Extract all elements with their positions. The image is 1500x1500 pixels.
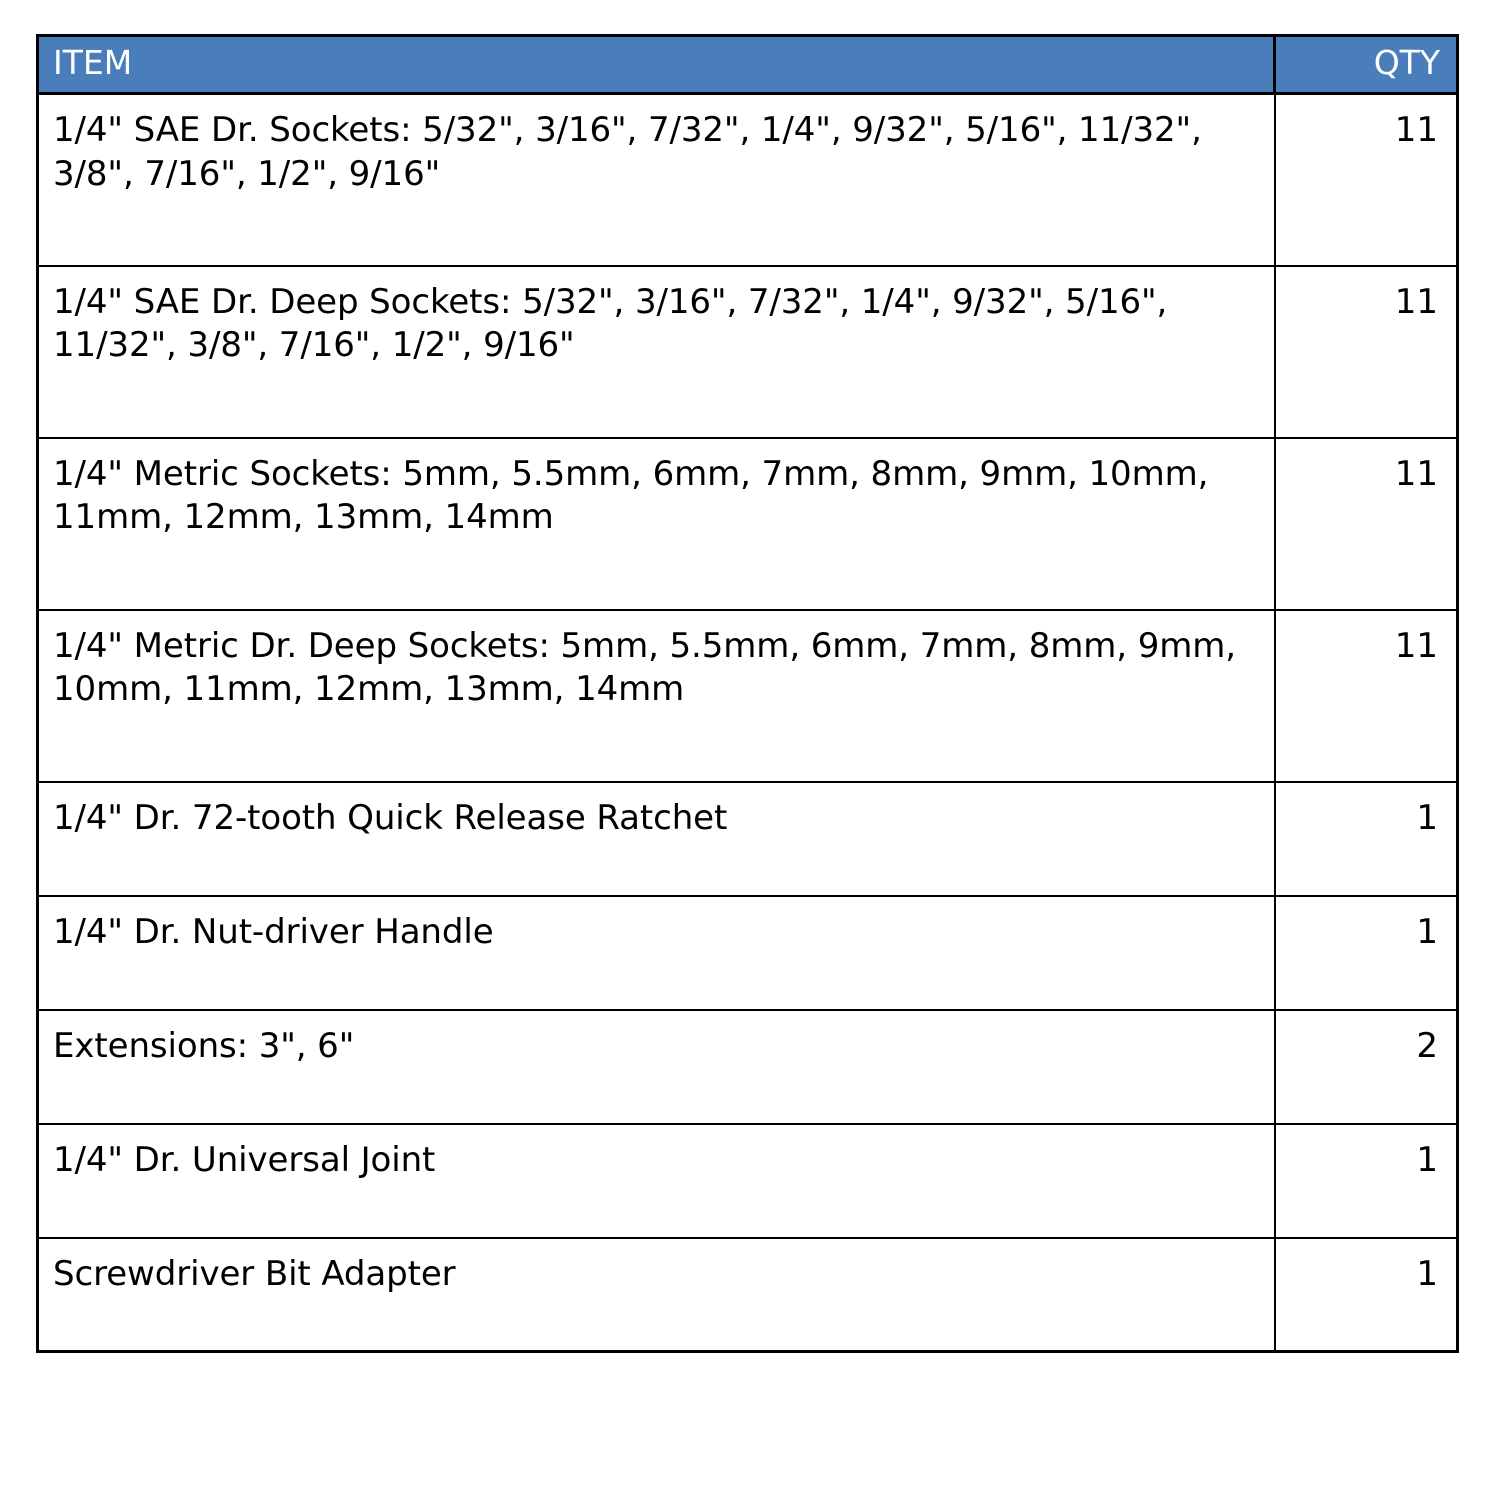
column-header-qty: QTY (1275, 36, 1458, 94)
table-header (38, 36, 1458, 94)
cell-qty: 1 (1275, 896, 1458, 1010)
cell-item: 1/4" SAE Dr. Deep Sockets: 5/32", 3/16", 7/32", 1/4", 9/32", 5/16", 11/32", 3/8", 7/16", 1/2", 9/16" (38, 266, 1275, 438)
table-row (38, 266, 1458, 438)
table-row (38, 1124, 1458, 1238)
cell-item: 1/4" Metric Sockets: 5mm, 5.5mm, 6mm, 7mm, 8mm, 9mm, 10mm, 11mm, 12mm, 13mm, 14mm (38, 438, 1275, 610)
cell-item: 1/4" Metric Dr. Deep Sockets: 5mm, 5.5mm, 6mm, 7mm, 8mm, 9mm, 10mm, 11mm, 12mm, 13mm, 14mm (38, 610, 1275, 782)
cell-qty: 2 (1275, 1010, 1458, 1124)
cell-qty: 11 (1275, 94, 1458, 266)
table-row (38, 1010, 1458, 1124)
cell-qty: 11 (1275, 610, 1458, 782)
table-row (38, 610, 1458, 782)
table-row (38, 94, 1458, 266)
cell-qty: 1 (1275, 782, 1458, 896)
parts-list-table (36, 34, 1459, 1353)
table-row (38, 782, 1458, 896)
table-row (38, 896, 1458, 1010)
table-body (38, 94, 1458, 1352)
cell-item: 1/4" SAE Dr. Sockets: 5/32", 3/16", 7/32", 1/4", 9/32", 5/16", 11/32", 3/8", 7/16", 1/2", 9/16" (38, 94, 1275, 266)
cell-qty: 1 (1275, 1124, 1458, 1238)
cell-item: 1/4" Dr. 72-tooth Quick Release Ratchet (38, 782, 1275, 896)
cell-item: 1/4" Dr. Universal Joint (38, 1124, 1275, 1238)
table-row (38, 1238, 1458, 1352)
cell-qty: 1 (1275, 1238, 1458, 1352)
column-header-item: ITEM (38, 36, 1275, 94)
cell-item: Extensions: 3", 6" (38, 1010, 1275, 1124)
table-header-row (38, 36, 1458, 94)
cell-item: Screwdriver Bit Adapter (38, 1238, 1275, 1352)
cell-item: 1/4" Dr. Nut-driver Handle (38, 896, 1275, 1010)
cell-qty: 11 (1275, 438, 1458, 610)
cell-qty: 11 (1275, 266, 1458, 438)
table-row (38, 438, 1458, 610)
